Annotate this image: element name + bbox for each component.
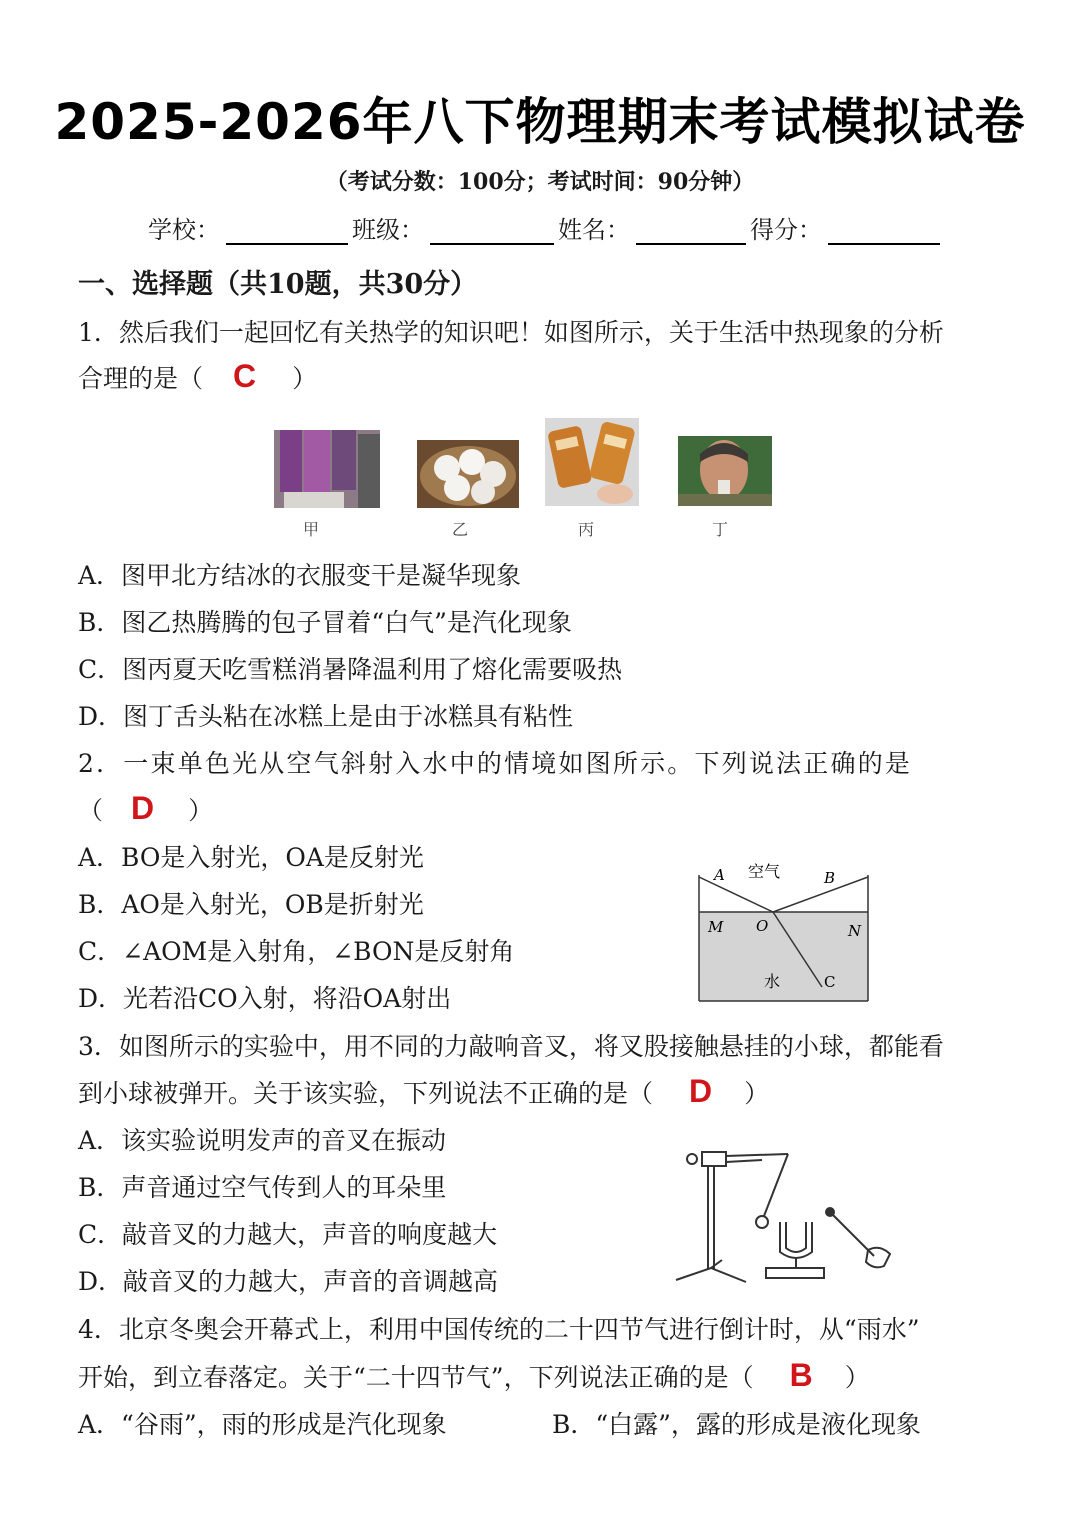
- q1-option-c: C．图丙夏天吃雪糕消暑降温利用了熔化需要吸热: [78, 655, 623, 684]
- school-label: 学校：: [148, 216, 220, 244]
- tuning-fork-diagram: [670, 1140, 896, 1288]
- q4-stem-line1: 4．北京冬奥会开幕式上，利用中国传统的二十四节气进行倒计时，从“雨水”: [78, 1315, 920, 1344]
- q3-stem-line1: 3．如图所示的实验中，用不同的力敲响音叉，将叉股接触悬挂的小球，都能看: [78, 1032, 944, 1061]
- label-c: C: [824, 973, 836, 991]
- student-info-row: [148, 210, 944, 245]
- name-blank[interactable]: [636, 217, 746, 245]
- q2-stem-line2: [78, 790, 213, 827]
- name-label: 姓名：: [558, 216, 630, 244]
- q3-stem-close: ）: [744, 1079, 770, 1108]
- q2-stem-close: ）: [188, 796, 214, 825]
- school-blank[interactable]: [226, 217, 348, 245]
- label-n: N: [848, 922, 862, 940]
- photo-steamed-buns: [417, 440, 519, 508]
- q1-stem-text: 合理的是（: [78, 364, 204, 393]
- class-blank[interactable]: [430, 217, 554, 245]
- label-m: M: [708, 918, 724, 936]
- q1-stem-line1: 1．然后我们一起回忆有关热学的知识吧！如图所示，关于生活中热现象的分析: [78, 318, 944, 347]
- q4-stem-text: 开始，到立春落定。关于“二十四节气”，下列说法正确的是（: [78, 1363, 754, 1392]
- q4-answer: B: [789, 1357, 813, 1393]
- caption-bing: 丙: [578, 520, 595, 539]
- label-air: 空气: [748, 862, 781, 881]
- label-a: A: [714, 866, 725, 884]
- q2-option-a: A．BO是入射光，OA是反射光: [78, 843, 424, 872]
- q4-option-b: B．“白露”，露的形成是液化现象: [552, 1410, 921, 1439]
- q2-option-d: D．光若沿CO入射，将沿OA射出: [78, 984, 452, 1013]
- label-water: 水: [764, 972, 781, 991]
- q2-stem-line1: 2．一束单色光从空气斜射入水中的情境如图所示。下列说法正确的是: [78, 749, 913, 778]
- page-title: 2025-2026年八下物理期末考试模拟试卷: [54, 93, 1026, 151]
- q2-option-b: B．AO是入射光，OB是折射光: [78, 890, 424, 919]
- q3-option-d: D．敲音叉的力越大，声音的音调越高: [78, 1267, 499, 1296]
- label-o: O: [756, 917, 769, 935]
- q3-option-b: B．声音通过空气传到人的耳朵里: [78, 1173, 447, 1202]
- q3-stem-text: 到小球被弹开。关于该实验，下列说法不正确的是（: [78, 1079, 654, 1108]
- caption-jia: 甲: [303, 520, 320, 539]
- q1-stem-close: ）: [292, 364, 318, 393]
- photo-tongue-on-popsicle: [678, 436, 772, 506]
- caption-yi: 乙: [452, 520, 469, 539]
- q2-option-c: C．∠AOM是入射角，∠BON是反射角: [78, 937, 515, 966]
- q2-stem-open: （: [78, 796, 104, 825]
- section-heading: 一、选择题（共10题，共30分）: [78, 269, 478, 300]
- class-label: 班级：: [352, 216, 424, 244]
- q3-stem-line2: [78, 1073, 769, 1110]
- q1-option-a: A．图甲北方结冰的衣服变干是凝华现象: [78, 561, 522, 590]
- q1-answer: C: [233, 358, 257, 394]
- photo-frozen-clothes: [274, 430, 380, 508]
- q4-stem-close: ）: [844, 1363, 870, 1392]
- q1-stem-line2: [78, 358, 317, 395]
- label-b: B: [824, 869, 836, 887]
- q1-option-b: B．图乙热腾腾的包子冒着“白气”是汽化现象: [78, 608, 572, 637]
- refraction-diagram: [690, 855, 875, 1007]
- q2-answer: D: [131, 790, 155, 826]
- q4-stem-line2: [78, 1357, 870, 1394]
- q1-option-d: D．图丁舌头粘在冰糕上是由于冰糕具有粘性: [78, 702, 574, 731]
- score-label: 得分：: [750, 216, 822, 244]
- q4-option-a: A．“谷雨”，雨的形成是汽化现象: [78, 1410, 447, 1439]
- photo-popsicles: [545, 418, 639, 506]
- q3-answer: D: [689, 1073, 713, 1109]
- score-blank[interactable]: [828, 217, 940, 245]
- exam-subtitle: （考试分数：100分；考试时间：90分钟）: [325, 169, 755, 195]
- q3-option-a: A．该实验说明发声的音叉在振动: [78, 1126, 447, 1155]
- q3-option-c: C．敲音叉的力越大，声音的响度越大: [78, 1220, 498, 1249]
- caption-ding: 丁: [712, 520, 729, 539]
